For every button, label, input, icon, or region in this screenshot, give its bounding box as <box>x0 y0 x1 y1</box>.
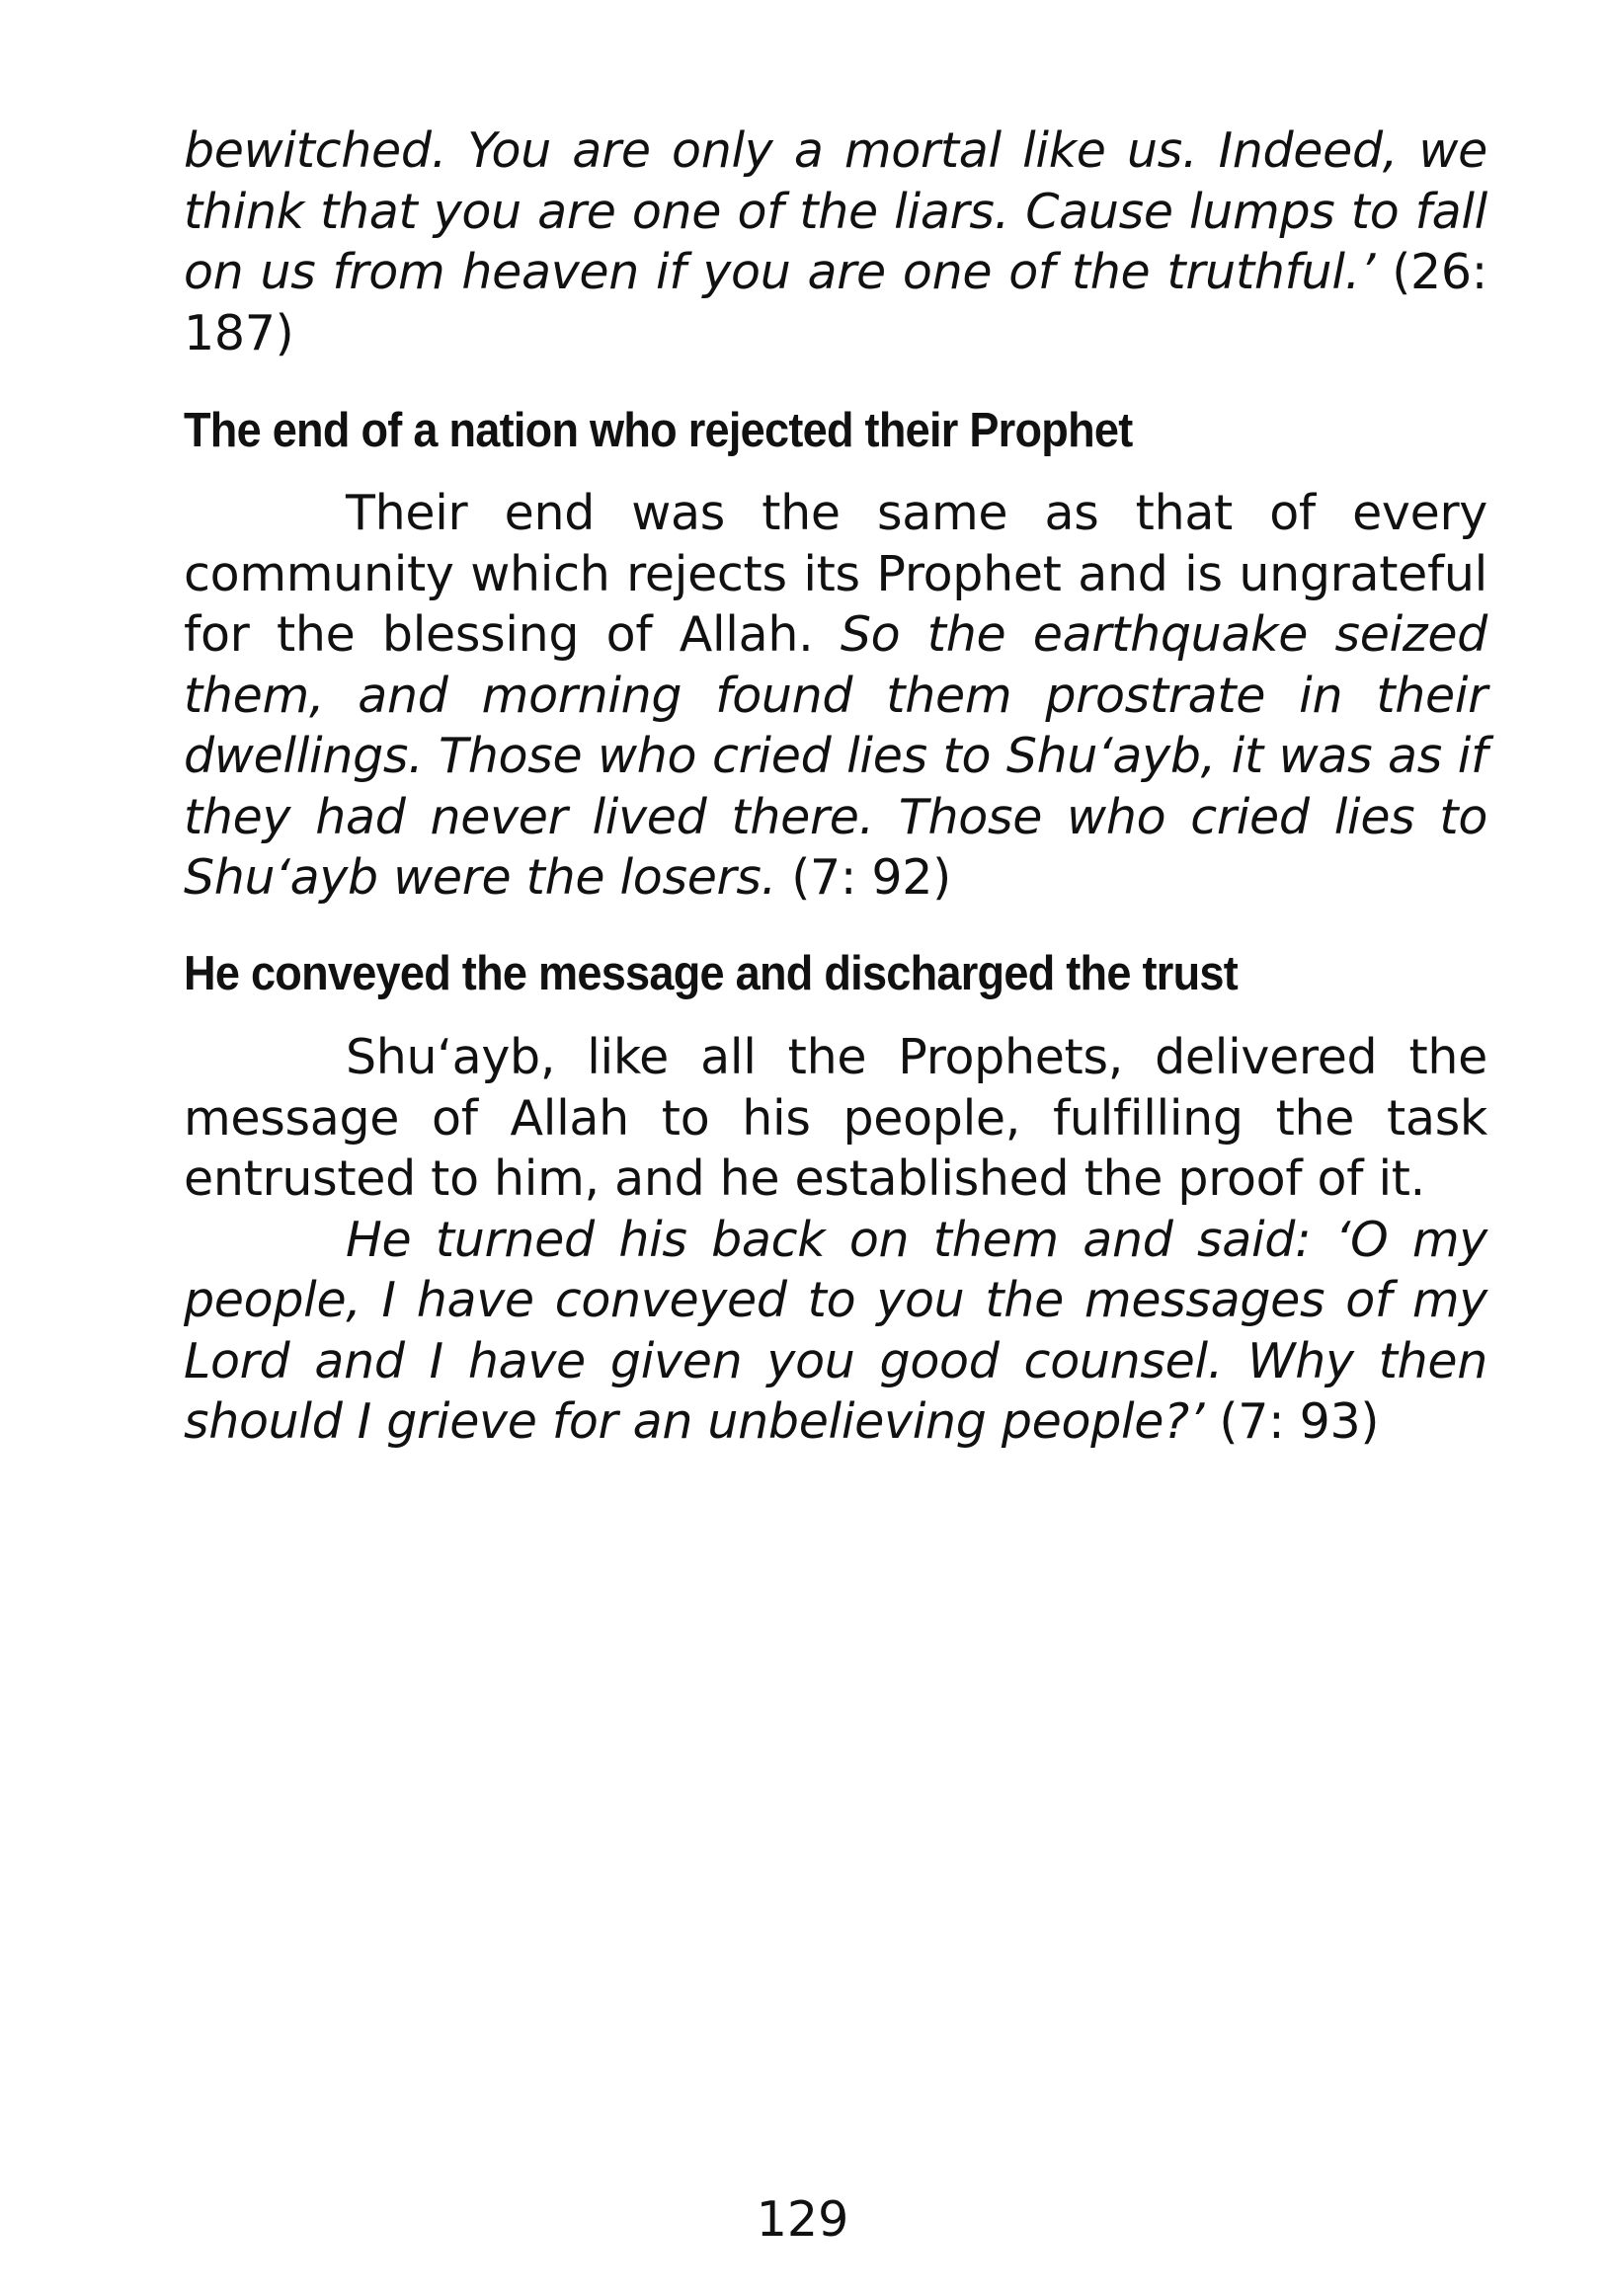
section-heading-conveyed-message: He conveyed the message and discharged the trust <box>184 947 1238 1000</box>
section-paragraph-conveyed-message <box>184 1027 1487 1453</box>
intro-quote: bewitched. You are only a mortal like us. Indeed, we think that you are one of the liars. Cause lumps to fall on us from heaven if you are one of the truthful.’ <box>184 122 1487 300</box>
paragraph-plain-text: Their end was the same as that of every community which rejects its Prophet and is ungrateful for the blessing of Allah. <box>184 485 1487 663</box>
page-number: 129 <box>756 2191 849 2248</box>
section-heading-end-of-nation: The end of a nation who rejected their Prophet <box>184 404 1133 457</box>
paragraph-quote: So the earthquake seized them, and morning found them prostrate in their dwellings. Those who cried lies to Shu‘ayb, it was as if they had never lived there. Those who cried lies to Shu‘ayb were the losers. <box>184 606 1487 906</box>
paragraph-verse-ref: (7: 92) <box>791 849 951 906</box>
paragraph-quote: He turned his back on them and said: ‘O my people, I have conveyed to you the messages of my Lord and I have given you good counsel. Why then should I grieve for an unbelieving people?’ <box>184 1211 1487 1450</box>
intro-paragraph <box>184 120 1487 363</box>
paragraph-plain-text: Shu‘ayb, like all the Prophets, delivered the message of Allah to his people, fulfilling the task entrusted to him, and he established the proof of it. <box>184 1029 1487 1207</box>
intro-verse-ref: (26: 187) <box>184 244 1487 361</box>
section-paragraph-end-of-nation <box>184 483 1487 909</box>
paragraph-verse-ref: (7: 93) <box>1219 1393 1380 1450</box>
